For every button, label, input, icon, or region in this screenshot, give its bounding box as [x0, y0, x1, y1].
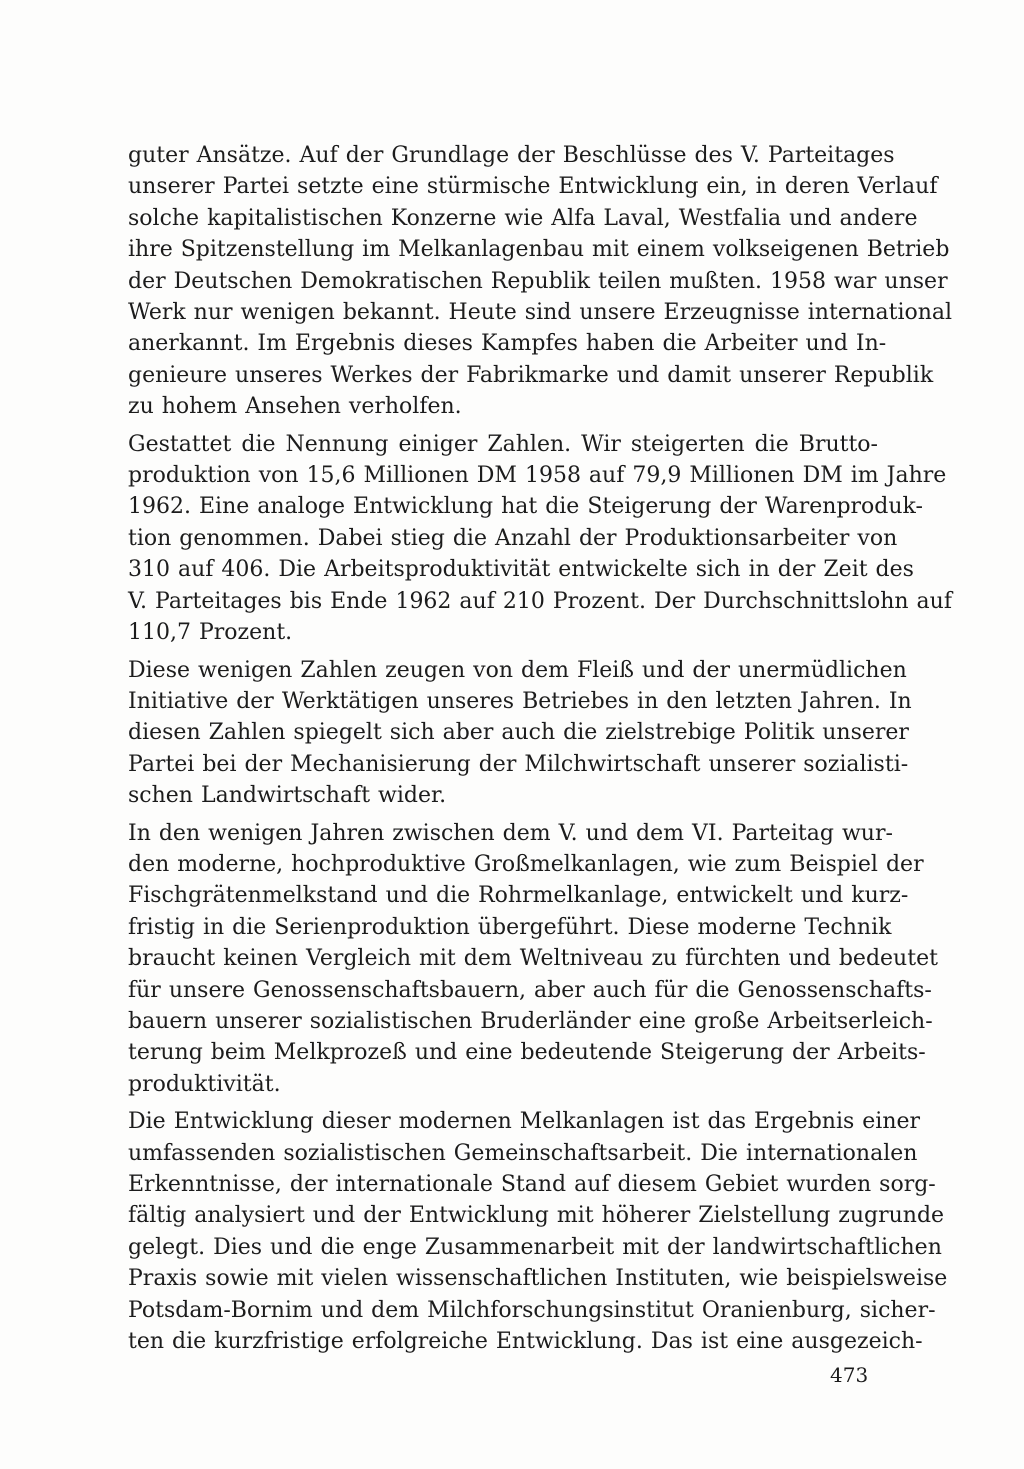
text-line: schen Landwirtschaft wider. [128, 783, 447, 809]
text-line: bauern unserer sozialistischen Bruderländer eine große Arbeitserleich- [128, 1008, 933, 1034]
text-line: fältig analysiert und der Entwicklung mit höherer Zielstellung zugrunde [128, 1203, 945, 1229]
text-line: Partei bei der Mechanisierung der Milchwirtschaft unserer sozialisti- [128, 751, 909, 777]
text-line: Fischgrätenmelkstand und die Rohrmelkanlage, entwickelt und kurz- [128, 883, 909, 909]
text-line: zu hohem Ansehen verholfen. [128, 394, 462, 420]
text-line: Die Entwicklung dieser modernen Melkanlagen ist das Ergebnis einer [128, 1109, 921, 1135]
text-line: ten die kurzfristige erfolgreiche Entwicklung. Das ist eine ausgezeich- [128, 1329, 923, 1355]
paragraph [128, 1106, 948, 1357]
text-line: diesen Zahlen spiegelt sich aber auch die zielstrebige Politik unserer [128, 720, 909, 746]
text-line: der Deutschen Demokratischen Republik teilen mußten. 1958 war unser [128, 268, 948, 294]
text-line: Diese wenigen Zahlen zeugen von dem Fleiß und der unermüdlichen [128, 657, 907, 683]
text-line: guter Ansätze. Auf der Grundlage der Beschlüsse des V. Parteitages [128, 143, 895, 168]
text-line: Erkenntnisse, der internationale Stand auf diesem Gebiet wurden sorg- [128, 1172, 936, 1197]
text-line: Werk nur wenigen bekannt. Heute sind unsere Erzeugnisse international [128, 300, 953, 326]
text-line: braucht keinen Vergleich mit dem Weltniveau zu fürchten und bedeutet [128, 946, 938, 972]
text-line: tion genommen. Dabei stieg die Anzahl der Produktionsarbeiter von [128, 525, 898, 551]
text-line: 110,7 Prozent. [128, 620, 293, 646]
text-line: umfassenden sozialistischen Gemeinschaftsarbeit. Die internationalen [128, 1140, 918, 1166]
text-line: fristig in die Serienproduktion übergeführt. Diese moderne Technik [128, 914, 892, 940]
text-line: den moderne, hochproduktive Großmelkanlagen, wie zum Beispiel der [128, 851, 924, 877]
text-line: Potsdam-Bornim und dem Milchforschungsinstitut Oranienburg, sicher- [128, 1297, 936, 1323]
paragraph [128, 818, 938, 1101]
text-line: In den wenigen Jahren zwischen dem V. und dem VI. Parteitag wur- [128, 820, 893, 846]
paragraph [128, 140, 953, 423]
text-line: produktion von 15,6 Millionen DM 1958 auf 79,9 Millionen DM im Jahre [128, 463, 947, 489]
text-line: 1962. Eine analoge Entwicklung hat die Steigerung der Warenproduk- [128, 494, 923, 520]
text-line: anerkannt. Im Ergebnis dieses Kampfes haben die Arbeiter und In- [128, 331, 887, 357]
text-line: genieure unseres Werkes der Fabrikmarke und damit unserer Republik [128, 362, 934, 388]
text-line: für unsere Genossenschaftsbauern, aber auch für die Genossenschafts- [128, 977, 932, 1003]
paragraph [128, 655, 912, 812]
text-line: gelegt. Dies und die enge Zusammenarbeit mit der landwirtschaftlichen [128, 1234, 942, 1260]
text-line: terung beim Melkprozeß und eine bedeutende Steigerung der Arbeits- [128, 1040, 926, 1066]
text-line: produktivität. [128, 1071, 281, 1097]
text-line: Gestattet die Nennung einiger Zahlen. Wir steigerten die Brutto- [128, 431, 878, 457]
text-line: V. Parteitages bis Ende 1962 auf 210 Prozent. Der Durchschnittslohn auf [128, 588, 952, 614]
text-line: 310 auf 406. Die Arbeitsproduktivität entwickelte sich in der Zeit des [128, 557, 914, 583]
text-line: Initiative der Werktätigen unseres Betriebes in den letzten Jahren. In [128, 688, 912, 714]
text-line: unserer Partei setzte eine stürmische Entwicklung ein, in deren Verlauf [128, 174, 938, 200]
paragraph [128, 429, 952, 649]
text-line: ihre Spitzenstellung im Melkanlagenbau mit einem volkseigenen Betrieb [128, 237, 950, 263]
page-number: 473 [830, 1363, 869, 1387]
text-line: Praxis sowie mit vielen wissenschaftlichen Instituten, wie beispielsweise [128, 1266, 948, 1292]
text-line: solche kapitalistischen Konzerne wie Alfa Laval, Westfalia und andere [128, 205, 918, 231]
body-text [128, 140, 953, 1357]
